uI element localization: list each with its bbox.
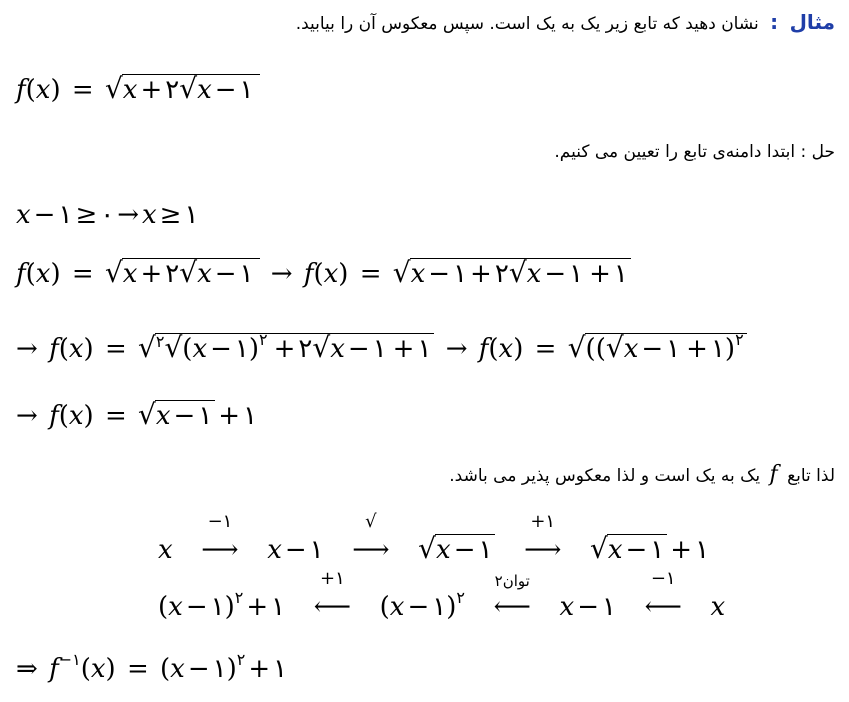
implies-icon: ⇒ bbox=[16, 654, 38, 684]
minus: − bbox=[641, 334, 664, 364]
arrow-line: ⟶ bbox=[352, 535, 390, 565]
digit-one: ۱ bbox=[569, 259, 584, 289]
lparen: ( bbox=[25, 75, 36, 105]
x-symbol: x bbox=[389, 592, 405, 622]
digit-one: ۱ bbox=[372, 334, 387, 364]
example-statement: نشان دهید که تابع زیر یک به یک است. سپس معکوس آن را بیابید. bbox=[295, 14, 759, 34]
backward-arrow-2 bbox=[473, 572, 551, 622]
lparen: ( bbox=[160, 654, 171, 684]
plus: + bbox=[140, 259, 163, 289]
digit-one: ۱ bbox=[613, 259, 628, 289]
function-definition bbox=[16, 72, 260, 105]
x-symbol: x bbox=[142, 200, 157, 230]
plus: + bbox=[686, 334, 708, 364]
radical-sign: √ bbox=[104, 256, 123, 289]
lparen: ( bbox=[25, 259, 36, 289]
exponent-two: ۲ bbox=[735, 330, 744, 349]
arrow: → bbox=[16, 334, 38, 364]
x-symbol: x bbox=[168, 592, 183, 622]
radical-sign: √ bbox=[104, 72, 123, 105]
rparen: ) bbox=[83, 401, 94, 431]
lparen: ( bbox=[58, 401, 69, 431]
backward-arrow-1 bbox=[293, 568, 371, 622]
lparen: ( bbox=[379, 592, 390, 622]
arrow-line: ⟵ bbox=[493, 592, 531, 622]
equals: = bbox=[104, 401, 127, 431]
lparen: ( bbox=[313, 259, 324, 289]
rewrite-line-1 bbox=[16, 256, 631, 289]
x-symbol: x bbox=[526, 259, 542, 289]
example-statement-line bbox=[296, 10, 835, 34]
lparen: ( bbox=[80, 654, 91, 684]
exponent-two: ۲ bbox=[456, 588, 465, 607]
digit-one: ۱ bbox=[695, 535, 710, 565]
equals: = bbox=[534, 334, 557, 364]
digit-two: ۲ bbox=[494, 259, 509, 289]
plus: + bbox=[273, 334, 296, 364]
f-symbol: f bbox=[303, 259, 314, 289]
sqrt bbox=[590, 532, 667, 565]
minus: − bbox=[577, 592, 599, 622]
digit-one: ۱ bbox=[243, 401, 258, 431]
x-symbol: x bbox=[35, 75, 51, 105]
minus: − bbox=[187, 654, 210, 684]
x-symbol: x bbox=[498, 334, 514, 364]
digit-one: ۱ bbox=[58, 200, 73, 230]
rewrite-line-2 bbox=[16, 330, 747, 364]
digit-one: ۱ bbox=[198, 401, 213, 431]
digit-two: ۲ bbox=[298, 334, 313, 364]
domain-line bbox=[16, 200, 198, 230]
x-symbol: x bbox=[170, 654, 185, 684]
rparen: ) bbox=[248, 334, 260, 364]
digit-one: ۱ bbox=[239, 259, 254, 289]
minus: − bbox=[428, 259, 451, 289]
outer-sqrt bbox=[105, 72, 260, 105]
equals: = bbox=[104, 334, 127, 364]
inverse-result bbox=[16, 650, 287, 684]
example-label: مثال bbox=[789, 10, 835, 34]
arrow-line: ⟵ bbox=[644, 592, 682, 622]
sqrt bbox=[138, 398, 215, 431]
lparen: ( bbox=[595, 334, 606, 364]
lparen: ( bbox=[182, 334, 193, 364]
x-symbol: x bbox=[436, 535, 451, 565]
outer-sqrt bbox=[568, 330, 747, 364]
conclusion-prefix: لذا تابع bbox=[787, 466, 835, 486]
arrow-label: √ bbox=[365, 511, 377, 532]
conclusion-suffix: یک به یک است و لذا معکوس پذیر می باشد. bbox=[449, 466, 761, 486]
rparen: ) bbox=[338, 259, 349, 289]
f-symbol: f bbox=[49, 654, 59, 684]
arrow-line: ⟶ bbox=[524, 535, 562, 565]
sqrt bbox=[418, 532, 495, 565]
arrow: → bbox=[117, 200, 139, 230]
inner-sqrt bbox=[179, 256, 256, 289]
arrow-label: توان۲ bbox=[494, 572, 530, 590]
x-symbol: x bbox=[122, 259, 138, 289]
minus: − bbox=[544, 259, 567, 289]
exponent-two: ۲ bbox=[236, 650, 246, 669]
f-symbol: f bbox=[49, 401, 59, 431]
x-symbol: x bbox=[197, 259, 212, 289]
exponent-two: ۲ bbox=[259, 330, 268, 349]
ge: ≥ bbox=[75, 200, 98, 230]
radical-sign: √ bbox=[392, 256, 411, 289]
x-symbol: x bbox=[323, 259, 339, 289]
minus: − bbox=[284, 535, 307, 565]
simplified-function bbox=[16, 398, 257, 431]
radical-sign: √ bbox=[589, 532, 608, 565]
equals: = bbox=[71, 259, 94, 289]
equals: = bbox=[71, 75, 94, 105]
arrow-label: −۱ bbox=[207, 511, 233, 532]
digit-one: ۱ bbox=[234, 334, 249, 364]
x-symbol: x bbox=[16, 200, 31, 230]
x-symbol: x bbox=[197, 75, 212, 105]
x-symbol: x bbox=[155, 401, 171, 431]
plus: + bbox=[218, 401, 241, 431]
f-symbol: f bbox=[16, 259, 26, 289]
plus: + bbox=[248, 654, 271, 684]
arrow: → bbox=[445, 334, 468, 364]
minus: − bbox=[407, 592, 430, 622]
minus: − bbox=[185, 592, 208, 622]
minus: − bbox=[214, 259, 237, 289]
x-symbol: x bbox=[410, 259, 426, 289]
rparen: ) bbox=[224, 592, 235, 622]
lparen: ( bbox=[58, 334, 69, 364]
digit-one: ۱ bbox=[666, 334, 681, 364]
arrow-line: ⟵ bbox=[313, 592, 352, 622]
plus: + bbox=[589, 259, 611, 289]
radical-sign: √ bbox=[312, 331, 331, 364]
x-symbol: x bbox=[559, 592, 575, 622]
rparen: ) bbox=[50, 259, 61, 289]
f-symbol: f bbox=[478, 334, 489, 364]
rparen: ) bbox=[226, 654, 237, 684]
digit-one: ۱ bbox=[212, 654, 227, 684]
forward-diagram bbox=[158, 511, 710, 565]
digit-zero: ۰ bbox=[100, 200, 115, 230]
digit-one: ۱ bbox=[478, 535, 493, 565]
rparen: ) bbox=[446, 592, 457, 622]
plus: + bbox=[392, 334, 415, 364]
x-symbol: x bbox=[122, 75, 138, 105]
radical-sign: √ bbox=[179, 256, 198, 289]
rparen: ) bbox=[50, 75, 61, 105]
f-symbol: f bbox=[49, 334, 59, 364]
radical-sign: √ bbox=[138, 331, 156, 364]
plus: + bbox=[470, 259, 492, 289]
digit-one: ۱ bbox=[239, 75, 254, 105]
arrow-label: +۱ bbox=[530, 511, 556, 532]
root-index-two: ۲ bbox=[155, 332, 165, 351]
minus: − bbox=[214, 75, 237, 105]
x-symbol: x bbox=[607, 535, 623, 565]
digit-one: ۱ bbox=[271, 592, 286, 622]
arrow: → bbox=[16, 401, 38, 431]
f-symbol: f bbox=[769, 462, 778, 487]
lparen: ( bbox=[158, 592, 169, 622]
radical-sign: √ bbox=[418, 532, 437, 565]
x-symbol: x bbox=[68, 334, 84, 364]
conclusion-line bbox=[449, 462, 835, 487]
radical-sign: √ bbox=[567, 331, 586, 364]
minus: − bbox=[347, 334, 370, 364]
arrow: → bbox=[270, 259, 293, 289]
digit-one: ۱ bbox=[309, 535, 324, 565]
backward-diagram bbox=[158, 568, 726, 622]
x-symbol: x bbox=[330, 334, 345, 364]
arrow-line: ⟶ bbox=[201, 535, 239, 565]
equals: = bbox=[126, 654, 149, 684]
digit-one: ۱ bbox=[601, 592, 616, 622]
minus: − bbox=[625, 535, 648, 565]
rparen: ) bbox=[724, 334, 736, 364]
backward-arrow-3 bbox=[624, 568, 702, 622]
exponent-two: ۲ bbox=[234, 588, 244, 607]
inverse-exponent: −۱ bbox=[58, 650, 81, 669]
plus: + bbox=[670, 535, 693, 565]
x-symbol: x bbox=[90, 654, 106, 684]
inner-sqrt bbox=[164, 330, 270, 364]
digit-two: ۲ bbox=[165, 259, 180, 289]
outer-sqrt bbox=[138, 330, 434, 364]
x-symbol: x bbox=[267, 535, 282, 565]
digit-one: ۱ bbox=[210, 592, 225, 622]
plus: + bbox=[140, 75, 163, 105]
radical-sign: √ bbox=[605, 331, 624, 364]
digit-one: ۱ bbox=[432, 592, 447, 622]
f-symbol: f bbox=[16, 75, 26, 105]
digit-one: ۱ bbox=[184, 200, 199, 230]
minus: − bbox=[33, 200, 56, 230]
arrow-label: +۱ bbox=[320, 568, 345, 589]
plus: + bbox=[246, 592, 269, 622]
rparen: ) bbox=[513, 334, 524, 364]
rparen: ) bbox=[83, 334, 94, 364]
forward-arrow-2 bbox=[332, 511, 410, 565]
lparen: ( bbox=[488, 334, 499, 364]
forward-arrow-1 bbox=[181, 511, 259, 565]
digit-one: ۱ bbox=[453, 259, 468, 289]
inner-sqrt bbox=[312, 331, 389, 364]
minus: − bbox=[453, 535, 476, 565]
x-symbol: x bbox=[158, 535, 173, 565]
minus: − bbox=[173, 401, 196, 431]
digit-one: ۱ bbox=[650, 535, 665, 565]
x-symbol: x bbox=[68, 401, 84, 431]
x-symbol: x bbox=[35, 259, 51, 289]
arrow-label: −۱ bbox=[650, 568, 676, 589]
inner-sqrt bbox=[606, 331, 683, 364]
x-symbol: x bbox=[623, 334, 639, 364]
outer-sqrt bbox=[393, 256, 631, 289]
ge: ≥ bbox=[159, 200, 182, 230]
outer-sqrt bbox=[105, 256, 260, 289]
digit-one: ۱ bbox=[710, 334, 725, 364]
radical-sign: √ bbox=[164, 331, 183, 364]
radical-sign: √ bbox=[138, 398, 156, 431]
minus: − bbox=[210, 334, 232, 364]
solution-intro: حل : ابتدا دامنه‌ی تابع را تعیین می کنیم. bbox=[554, 142, 835, 162]
x-symbol: x bbox=[710, 592, 726, 622]
x-symbol: x bbox=[192, 334, 208, 364]
digit-one: ۱ bbox=[273, 654, 288, 684]
digit-two: ۲ bbox=[165, 75, 180, 105]
rparen: ) bbox=[105, 654, 116, 684]
forward-arrow-3 bbox=[504, 511, 582, 565]
lparen: ( bbox=[585, 334, 596, 364]
digit-one: ۱ bbox=[417, 334, 432, 364]
inner-sqrt bbox=[509, 256, 586, 289]
radical-sign: √ bbox=[179, 72, 198, 105]
radical-sign: √ bbox=[508, 256, 527, 289]
example-colon: : bbox=[770, 10, 779, 34]
equals: = bbox=[359, 259, 382, 289]
inner-sqrt bbox=[179, 72, 256, 105]
